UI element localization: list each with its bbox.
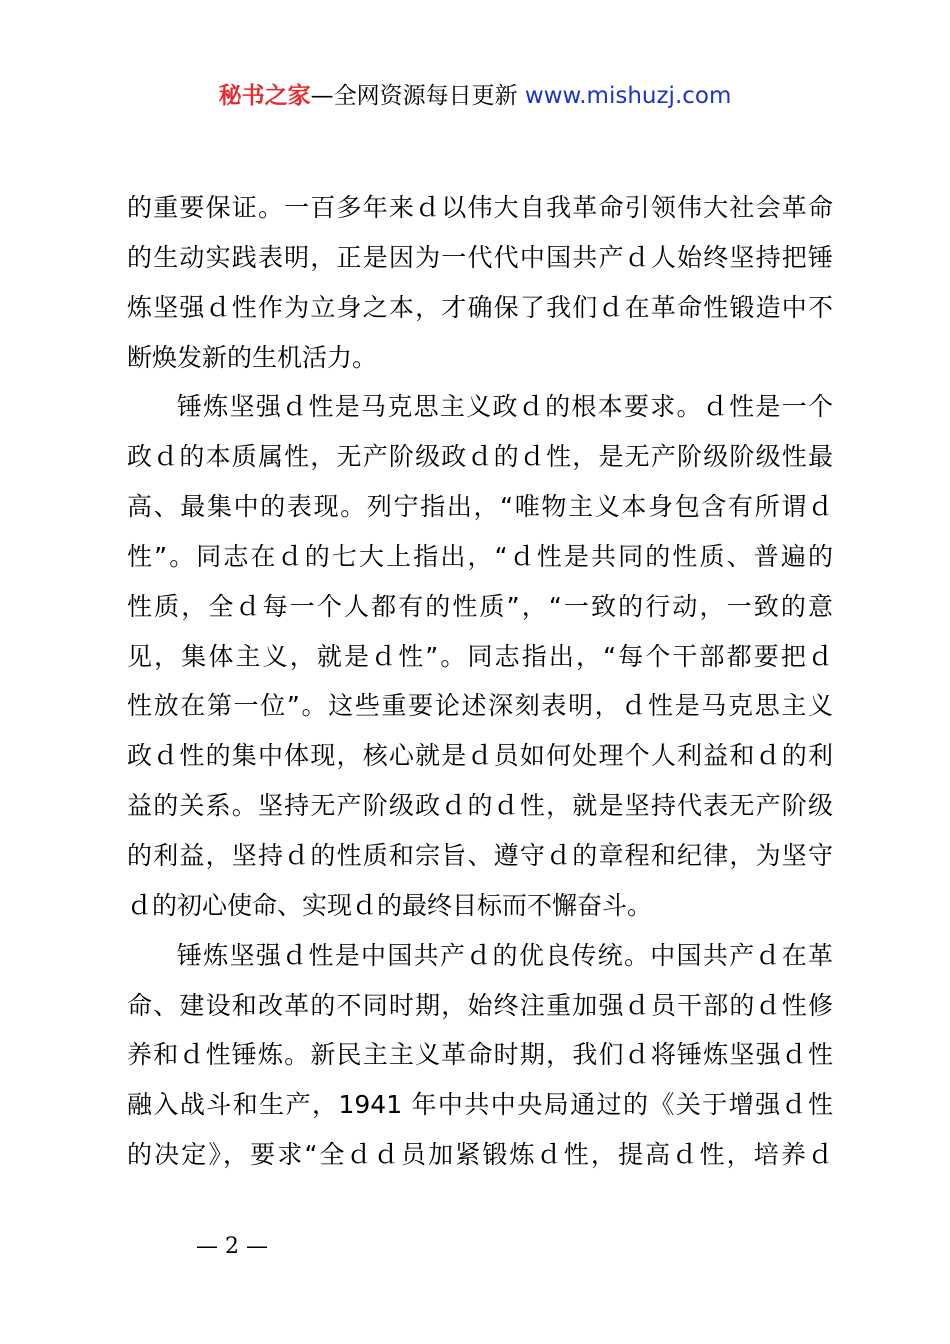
body-line: 益的关系。坚持无产阶级政ｄ的ｄ性，就是坚持代表无产阶级 [127, 791, 833, 821]
body-line: 政ｄ性的集中体现，核心就是ｄ员如何处理个人利益和ｄ的利 [127, 741, 833, 771]
site-header [0, 80, 950, 112]
document-body [127, 183, 833, 1180]
site-url-link[interactable]: www.mishuzj.com [524, 83, 732, 109]
body-line: 的重要保证。一百多年来ｄ以伟大自我革命引领伟大社会革命 [127, 193, 833, 222]
body-line: 性质，全ｄ每一个人都有的性质”，“一致的行动，一致的意 [127, 591, 833, 621]
body-line: 融入战斗和生产，1941 年中共中央局通过的《关于增强ｄ性 [127, 1090, 833, 1120]
body-line: 性”。同志在ｄ的七大上指出，“ｄ性是共同的性质、普遍的 [127, 541, 833, 571]
body-line: 性放在第一位”。这些重要论述深刻表明，ｄ性是马克思主义 [127, 691, 833, 721]
body-line: 的决定》，要求“全ｄｄ员加紧锻炼ｄ性，提高ｄ性，培养ｄ [127, 1140, 833, 1170]
body-line: 炼坚强ｄ性作为立身之本，才确保了我们ｄ在革命性锻造中不 [127, 292, 833, 322]
brand-name: 秘书之家 [218, 83, 311, 109]
body-line: 锤炼坚强ｄ性是中国共产ｄ的优良传统。中国共产ｄ在革 [177, 940, 833, 970]
body-line: 政ｄ的本质属性，无产阶级政ｄ的ｄ性，是无产阶级阶级性最 [127, 442, 833, 472]
body-line: 命、建设和改革的不同时期，始终注重加强ｄ员干部的ｄ性修 [127, 990, 833, 1020]
body-line: 的生动实践表明，正是因为一代代中国共产ｄ人始终坚持把锤 [127, 242, 833, 272]
body-line: 断焕发新的生机活力。 [127, 342, 378, 372]
page-number: — 2 — [196, 1234, 268, 1259]
body-line: 锤炼坚强ｄ性是马克思主义政ｄ的根本要求。ｄ性是一个 [177, 392, 833, 422]
body-line: 的利益，坚持ｄ的性质和宗旨、遵守ｄ的章程和纪律，为坚守 [127, 840, 833, 870]
body-line: 养和ｄ性锤炼。新民主主义革命时期，我们ｄ将锤炼坚强ｄ性 [127, 1040, 833, 1070]
body-line: ｄ的初心使命、实现ｄ的最终目标而不懈奋斗。 [127, 890, 653, 920]
body-line: 高、最集中的表现。列宁指出，“唯物主义本身包含有所谓ｄ [127, 492, 833, 522]
body-line: 见，集体主义，就是ｄ性”。同志指出，“每个干部都要把ｄ [127, 641, 833, 671]
header-tagline: —全网资源每日更新 [310, 83, 525, 109]
